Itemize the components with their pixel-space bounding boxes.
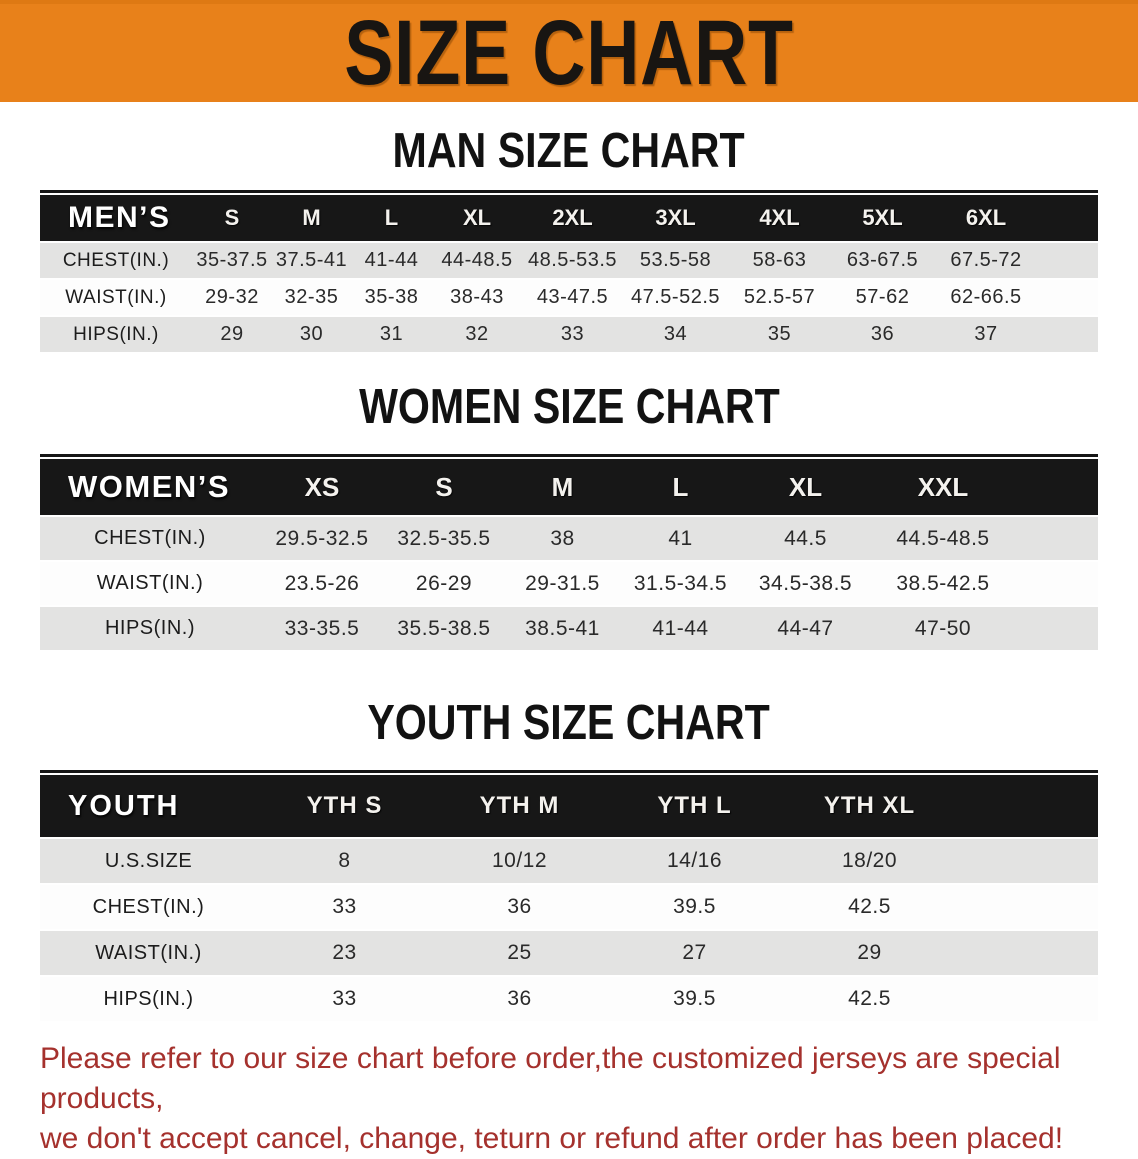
table-row (40, 515, 1098, 560)
value-cell: 58-63 (752, 249, 807, 271)
banner (0, 0, 1138, 102)
value-cell: 38-43 (450, 286, 504, 308)
table-title-cell: YOUTH (68, 789, 180, 822)
size-header-cell: XL (788, 471, 823, 502)
value-cell: 57-62 (855, 286, 910, 308)
size-header-cell: S (435, 471, 453, 502)
value-cell: 10/12 (491, 849, 548, 872)
value-cell: 62-66.5 (950, 286, 1022, 308)
size-header-cell: L (384, 205, 399, 230)
size-header-cell: 2XL (552, 205, 593, 230)
row-label-cell: HIPS(IN.) (104, 617, 196, 639)
banner-title: SIZE CHART (344, 2, 794, 104)
value-cell: 41 (668, 526, 693, 550)
value-cell: 44.5-48.5 (896, 526, 990, 550)
value-cell: 29 (220, 323, 244, 345)
youth-section-heading (0, 698, 1138, 748)
value-cell: 36 (507, 895, 532, 918)
size-header-cell: M (302, 205, 321, 230)
value-cell: 44.5 (784, 526, 827, 550)
value-cell: 8 (338, 849, 351, 872)
size-header-cell: YTH S (306, 792, 383, 819)
value-cell: 44-47 (777, 616, 834, 640)
row-label-cell: WAIST(IN.) (95, 941, 202, 964)
row-label-cell: HIPS(IN.) (73, 323, 159, 345)
size-header-cell: XS (304, 471, 340, 502)
table-row (40, 883, 1098, 929)
row-label-cell: HIPS(IN.) (103, 987, 194, 1010)
value-cell: 42.5 (848, 895, 891, 918)
value-cell: 33-35.5 (284, 616, 360, 640)
value-cell: 53.5-58 (639, 249, 712, 271)
value-cell: 44-48.5 (441, 249, 513, 271)
value-cell: 38.5-42.5 (896, 571, 990, 595)
value-cell: 48.5-53.5 (527, 249, 617, 271)
section-youth (0, 698, 1138, 1021)
value-cell: 38.5-41 (525, 616, 600, 640)
section-men (0, 126, 1138, 352)
size-header-cell: XL (462, 205, 492, 230)
value-cell: 30 (299, 323, 324, 345)
section-women (0, 382, 1138, 650)
value-cell: 41-44 (364, 249, 419, 271)
size-header-cell: L (672, 471, 689, 502)
value-cell: 35 (767, 323, 792, 345)
size-header-cell: 3XL (655, 205, 696, 230)
size-header-cell: 5XL (862, 205, 903, 230)
value-cell: 29 (857, 941, 882, 964)
women-size-table (40, 459, 1098, 650)
table-row (40, 315, 1098, 352)
table-row (40, 241, 1098, 278)
value-cell: 67.5-72 (950, 249, 1022, 271)
value-cell: 33 (332, 987, 357, 1010)
table-row (40, 837, 1098, 883)
value-cell: 37 (974, 323, 998, 345)
men-section-heading-text: MAN SIZE CHART (392, 124, 746, 178)
table-header-row (40, 775, 1098, 837)
value-cell: 52.5-57 (743, 286, 816, 308)
value-cell: 32.5-35.5 (397, 526, 491, 550)
youth-section-heading-text: YOUTH SIZE CHART (367, 696, 771, 750)
table-title-cell: MEN’S (68, 201, 171, 234)
value-cell: 31.5-34.5 (633, 571, 728, 595)
disclaimer-line-1: Please refer to our size chart before order,the customized jerseys are special products, (40, 1042, 1061, 1115)
men-section-heading (0, 126, 1138, 176)
value-cell: 47-50 (914, 616, 972, 640)
value-cell: 38 (550, 526, 575, 550)
youth-size-table (40, 775, 1098, 1021)
value-cell: 37.5-41 (275, 249, 348, 271)
table-row (40, 929, 1098, 975)
women-table-topline (40, 454, 1098, 457)
value-cell: 42.5 (848, 987, 891, 1010)
table-row (40, 975, 1098, 1021)
value-cell: 23 (332, 941, 357, 964)
row-label-cell: CHEST(IN.) (94, 527, 206, 549)
value-cell: 63-67.5 (846, 249, 919, 271)
youth-table-wrap (40, 770, 1098, 1021)
value-cell: 36 (870, 323, 895, 345)
table-row (40, 560, 1098, 605)
men-table-topline (40, 190, 1098, 193)
table-row (40, 278, 1098, 315)
size-header-cell: M (551, 471, 574, 502)
value-cell: 14/16 (666, 849, 723, 872)
table-row (40, 605, 1098, 650)
value-cell: 31 (379, 323, 404, 345)
value-cell: 33 (332, 895, 357, 918)
disclaimer-line-2: we don't accept cancel, change, teturn or refund after order has been placed! (40, 1122, 1064, 1155)
value-cell: 43-47.5 (536, 286, 609, 308)
table-header-row (40, 459, 1098, 515)
value-cell: 35-37.5 (196, 249, 268, 271)
value-cell: 34 (663, 323, 688, 345)
youth-table-topline (40, 770, 1098, 773)
size-header-cell: S (224, 205, 240, 230)
women-table-wrap (40, 454, 1098, 650)
value-cell: 26-29 (415, 571, 473, 595)
value-cell: 39.5 (673, 895, 716, 918)
value-cell: 27 (682, 941, 707, 964)
size-header-cell: 4XL (759, 205, 800, 230)
value-cell: 29.5-32.5 (275, 526, 369, 550)
row-label-cell: U.S.SIZE (104, 849, 193, 872)
value-cell: 23.5-26 (284, 571, 360, 595)
disclaimer (40, 1039, 1118, 1159)
women-section-heading-text: WOMEN SIZE CHART (358, 380, 780, 434)
value-cell: 29-32 (205, 286, 259, 308)
row-label-cell: CHEST(IN.) (92, 895, 205, 918)
women-section-heading (0, 382, 1138, 432)
content (0, 126, 1138, 1159)
value-cell: 29-31.5 (525, 571, 600, 595)
size-header-cell: XXL (917, 471, 969, 502)
size-header-cell: YTH M (479, 792, 560, 819)
value-cell: 39.5 (673, 987, 716, 1010)
value-cell: 18/20 (841, 849, 898, 872)
row-label-cell: WAIST(IN.) (96, 572, 204, 594)
value-cell: 41-44 (652, 616, 709, 640)
row-label-cell: WAIST(IN.) (65, 286, 167, 308)
value-cell: 36 (507, 987, 532, 1010)
size-header-cell: 6XL (965, 205, 1007, 230)
value-cell: 47.5-52.5 (630, 286, 720, 308)
men-table-wrap (40, 190, 1098, 352)
value-cell: 25 (507, 941, 532, 964)
value-cell: 32-35 (284, 286, 339, 308)
value-cell: 35.5-38.5 (397, 616, 491, 640)
value-cell: 32 (465, 323, 489, 345)
row-label-cell: CHEST(IN.) (62, 249, 170, 271)
table-header-row (40, 195, 1098, 241)
table-title-cell: WOMEN’S (68, 469, 231, 504)
size-header-cell: YTH XL (823, 792, 916, 819)
men-size-table (40, 195, 1098, 352)
value-cell: 33 (560, 323, 585, 345)
value-cell: 34.5-38.5 (758, 571, 853, 595)
size-header-cell: YTH L (657, 792, 732, 819)
value-cell: 35-38 (364, 286, 419, 308)
